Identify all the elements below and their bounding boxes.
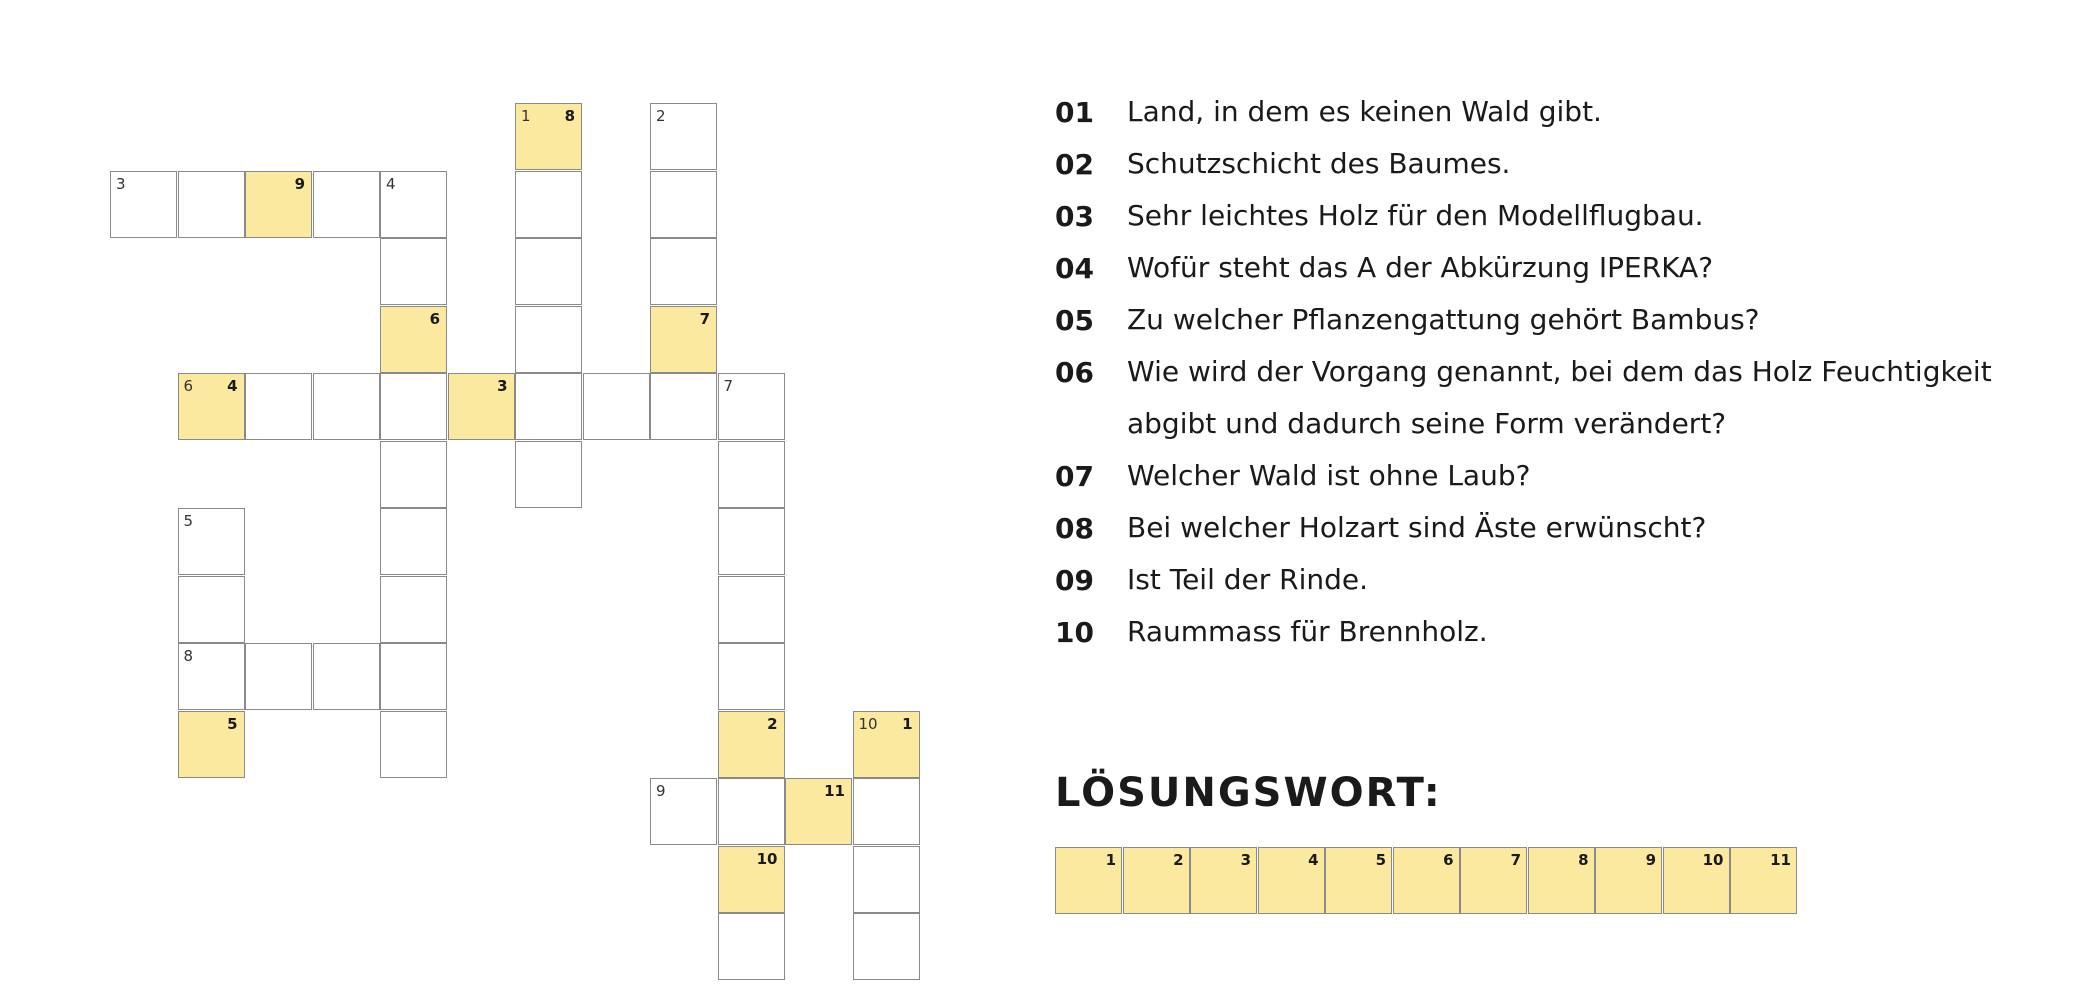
- solution-cell[interactable]: [1190, 847, 1257, 914]
- clue-item: [1055, 616, 2065, 668]
- crossword-cell[interactable]: [245, 643, 312, 710]
- crossword-cell[interactable]: [583, 373, 650, 440]
- clue-number: 8: [183, 647, 194, 665]
- crossword-cell[interactable]: [380, 171, 447, 238]
- crossword-cell[interactable]: [380, 643, 447, 710]
- clue-item-text: Welcher Wald ist ohne Laub?: [1127, 459, 1531, 492]
- solution-cell[interactable]: [1663, 847, 1730, 914]
- crossword-cell[interactable]: [313, 373, 380, 440]
- clue-item-number: 03: [1055, 200, 1094, 233]
- crossword-cell[interactable]: [178, 508, 245, 575]
- solution-letter-index: 8: [564, 107, 575, 125]
- crossword-cell[interactable]: [178, 576, 245, 643]
- solution-cell-index: 11: [1770, 851, 1791, 869]
- crossword-cell[interactable]: [853, 846, 920, 913]
- solution-letter-index: 10: [756, 849, 778, 868]
- crossword-cell[interactable]: [718, 913, 785, 980]
- solution-letter-index: 1: [902, 714, 913, 733]
- crossword-cell[interactable]: [380, 441, 447, 508]
- clue-item-number: 04: [1055, 252, 1094, 285]
- crossword-grid: [0, 0, 1000, 994]
- clue-item-number: 05: [1055, 304, 1094, 337]
- clue-item-number: 09: [1055, 564, 1094, 597]
- clue-number: 1: [521, 107, 531, 125]
- solution-cell[interactable]: [1123, 847, 1190, 914]
- crossword-cell[interactable]: [380, 508, 447, 575]
- solution-cell-index: 8: [1578, 851, 1589, 869]
- crossword-cell[interactable]: [448, 373, 515, 440]
- solution-cell-index: 5: [1375, 851, 1386, 869]
- crossword-cell[interactable]: [853, 778, 920, 845]
- crossword-cell[interactable]: [718, 508, 785, 575]
- clue-number: 4: [386, 174, 396, 193]
- clue-number: 6: [183, 377, 194, 395]
- crossword-cell[interactable]: [380, 711, 447, 778]
- crossword-cell[interactable]: [718, 643, 785, 710]
- clue-number: 3: [116, 174, 126, 193]
- solution-cell-index: 1: [1105, 851, 1116, 869]
- clue-item: [1055, 356, 2065, 460]
- crossword-cell[interactable]: [178, 171, 245, 238]
- clue-item-number: 02: [1055, 148, 1094, 181]
- crossword-cell[interactable]: [515, 441, 582, 508]
- clue-item-text: Ist Teil der Rinde.: [1127, 563, 1369, 596]
- crossword-cell[interactable]: [650, 103, 717, 170]
- solution-cell-index: 9: [1645, 851, 1656, 869]
- crossword-cell[interactable]: [718, 778, 785, 845]
- clue-item-text: Land, in dem es keinen Wald gibt.: [1127, 95, 1602, 128]
- crossword-cell[interactable]: [245, 171, 312, 238]
- crossword-cell[interactable]: [650, 238, 717, 305]
- clue-number: 7: [723, 377, 734, 395]
- crossword-cell[interactable]: [178, 643, 245, 710]
- solution-letter-index: 2: [767, 714, 778, 733]
- crossword-cell[interactable]: [853, 913, 920, 980]
- solution-letter-index: 9: [294, 174, 305, 193]
- clue-number: 5: [183, 512, 194, 530]
- crossword-cell[interactable]: [178, 373, 245, 440]
- clue-item-number: 01: [1055, 96, 1094, 129]
- clue-list: [1055, 96, 2065, 668]
- crossword-cell[interactable]: [178, 711, 245, 778]
- crossword-cell[interactable]: [718, 373, 785, 440]
- solution-letter-index: 5: [227, 714, 238, 733]
- crossword-cell[interactable]: [110, 171, 177, 238]
- clue-item-text: Raummass für Brennholz.: [1127, 615, 1488, 648]
- solution-cell[interactable]: [1595, 847, 1662, 914]
- crossword-cell[interactable]: [313, 643, 380, 710]
- solution-cell[interactable]: [1528, 847, 1595, 914]
- crossword-cell[interactable]: [650, 778, 717, 845]
- crossword-cell[interactable]: [718, 846, 785, 913]
- solution-cell-index: 10: [1702, 851, 1724, 869]
- clue-item-text: Schutzschicht des Baumes.: [1127, 147, 1511, 180]
- solution-cell[interactable]: [1393, 847, 1460, 914]
- crossword-cell[interactable]: [380, 238, 447, 305]
- solution-cell[interactable]: [1325, 847, 1392, 914]
- solution-cell-index: 7: [1510, 851, 1521, 869]
- solution-cell-index: 3: [1240, 851, 1251, 869]
- crossword-cell[interactable]: [380, 306, 447, 373]
- clue-item-number: 08: [1055, 512, 1094, 545]
- crossword-cell[interactable]: [853, 711, 920, 778]
- crossword-cell[interactable]: [718, 576, 785, 643]
- solution-title: LÖSUNGSWORT:: [1055, 770, 1442, 816]
- solution-letter-index: 4: [227, 377, 238, 395]
- solution-cell-index: 6: [1443, 851, 1454, 869]
- crossword-cell[interactable]: [650, 306, 717, 373]
- crossword-cell[interactable]: [650, 373, 717, 440]
- solution-cell[interactable]: [1055, 847, 1122, 914]
- solution-cell-index: 2: [1173, 851, 1184, 869]
- crossword-cell[interactable]: [650, 171, 717, 238]
- crossword-cell[interactable]: [718, 441, 785, 508]
- crossword-cell[interactable]: [515, 306, 582, 373]
- clue-item-text: Bei welcher Holzart sind Äste erwünscht?: [1127, 511, 1707, 544]
- clue-number: 9: [656, 782, 666, 800]
- solution-cell[interactable]: [1730, 847, 1797, 914]
- solution-cell[interactable]: [1460, 847, 1527, 914]
- solution-letter-index: 6: [429, 309, 440, 328]
- crossword-cell[interactable]: [515, 103, 582, 170]
- solution-letter-index: 7: [699, 309, 710, 328]
- clue-item-text: Wofür steht das A der Abkürzung IPERKA?: [1127, 251, 1714, 284]
- crossword-cell[interactable]: [718, 711, 785, 778]
- crossword-cell[interactable]: [785, 778, 852, 845]
- clue-number: 2: [656, 107, 666, 125]
- solution-cell-index: 4: [1308, 851, 1319, 869]
- crossword-cell[interactable]: [313, 171, 380, 238]
- crossword-cell[interactable]: [380, 373, 447, 440]
- solution-cell[interactable]: [1258, 847, 1325, 914]
- crossword-cell[interactable]: [515, 238, 582, 305]
- crossword-cell[interactable]: [515, 171, 582, 238]
- clue-item-number: 06: [1055, 356, 1094, 389]
- solution-letter-index: 11: [824, 782, 845, 800]
- solution-letter-index: 3: [497, 377, 508, 395]
- clue-number: 10: [858, 714, 878, 733]
- clue-item-number: 07: [1055, 460, 1094, 493]
- clue-item-number: 10: [1055, 616, 1094, 649]
- clue-item-text: Wie wird der Vorgang genannt, bei dem das Holz Feuchtigkeit abgibt und dadurch seine Form verändert?: [1127, 355, 1992, 440]
- crossword-cell[interactable]: [515, 373, 582, 440]
- crossword-cell[interactable]: [245, 373, 312, 440]
- clue-item-text: Sehr leichtes Holz für den Modellflugbau.: [1127, 199, 1704, 232]
- clue-item-text: Zu welcher Pflanzengattung gehört Bambus?: [1127, 303, 1760, 336]
- crossword-cell[interactable]: [380, 576, 447, 643]
